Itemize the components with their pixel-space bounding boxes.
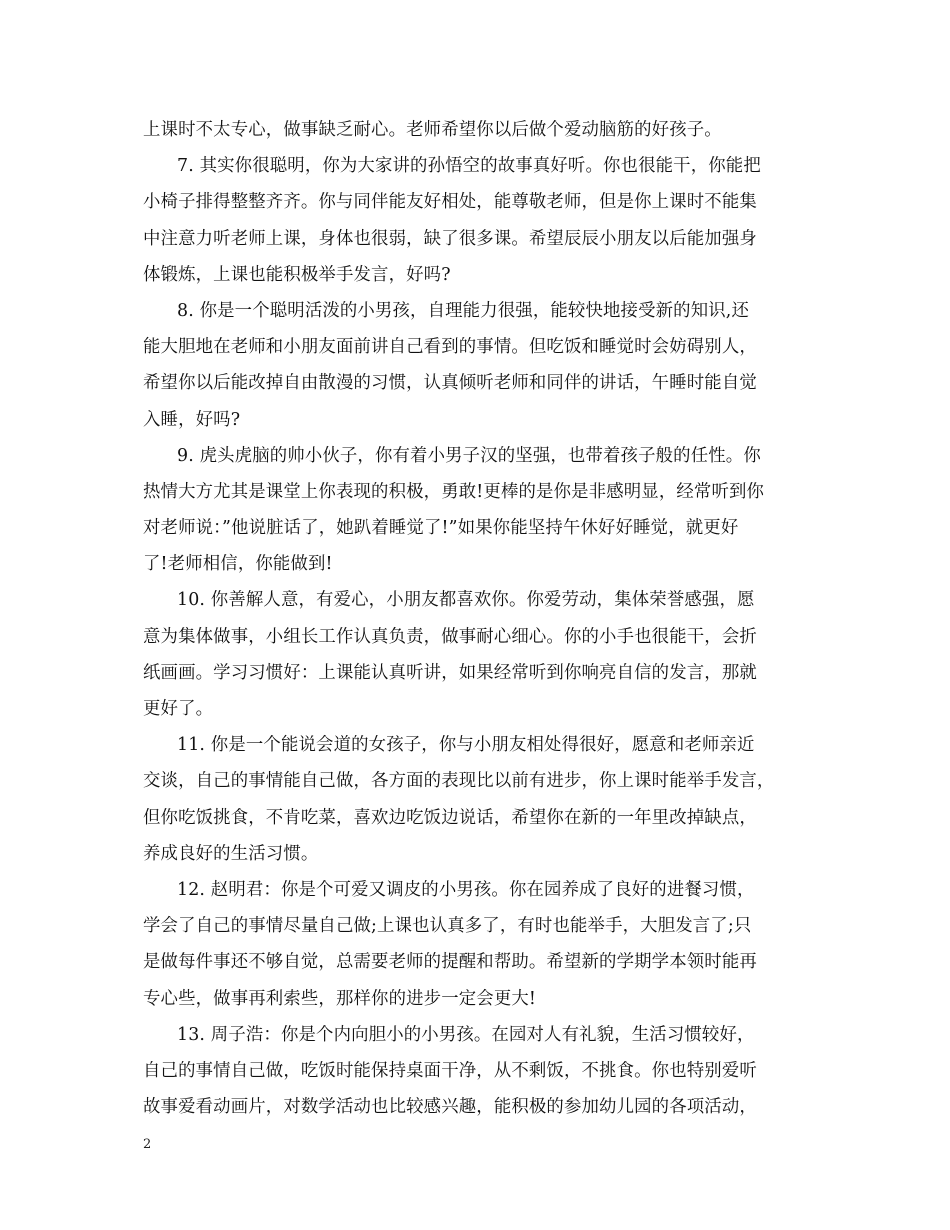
text-line: 意为集体做事，小组长工作认真负责，做事耐心细心。你的小手也很能干，会折 [143,626,757,647]
paragraph-first-line: 13. 周子浩：你是个内向胆小的小男孩。在园对人有礼貌，生活习惯较好， [177,1024,755,1045]
text-line: 入睡，好吗? [143,409,241,430]
text-line: 希望你以后能改掉自由散漫的习惯，认真倾听老师和同伴的讲话，午睡时能自觉 [143,373,757,394]
text-line: 养成良好的生活习惯。 [143,843,319,864]
text-line: 能大胆地在老师和小朋友面前讲自己看到的事情。但吃饭和睡觉时会妨碍别人， [143,337,757,358]
paragraph-first-line: 8. 你是一个聪明活泼的小男孩，自理能力很强，能较快地接受新的知识,还 [177,300,750,321]
paragraph-first-line: 11. 你是一个能说会道的女孩子，你与小朋友相处得很好，愿意和老师亲近 [177,735,755,756]
paragraph-first-line: 7. 其实你很聪明，你为大家讲的孙悟空的故事真好听。你也很能干，你能把 [177,156,761,177]
text-line: 交谈，自己的事情能自己做，各方面的表现比以前有进步，你上课时能举手发言， [143,771,775,792]
text-line: 中注意力听老师上课，身体也很弱，缺了很多课。希望辰辰小朋友以后能加强身 [143,228,757,249]
text-line: 小椅子排得整整齐齐。你与同伴能友好相处，能尊敬老师，但是你上课时不能集 [143,192,757,213]
text-line: 上课时不太专心，做事缺乏耐心。老师希望你以后做个爱动脑筋的好孩子。 [143,120,722,140]
paragraph-first-line: 10. 你善解人意，有爱心，小朋友都喜欢你。你爱劳动，集体荣誉感强，愿 [177,590,755,611]
page-number: 2 [143,1137,152,1152]
text-line: 热情大方尤其是课堂上你表现的积极，勇敢!更棒的是你是非感明显，经常听到你 [143,481,765,502]
text-line: 更好了。 [143,699,214,719]
text-line: 对老师说：”他说脏话了，她趴着睡觉了!”如果你能坚持午休好好睡觉，就更好 [143,518,739,539]
text-line: 纸画画。学习习惯好：上课能认真听讲，如果经常听到你响亮自信的发言，那就 [143,662,757,683]
paragraph-first-line: 12. 赵明君：你是个可爱又调皮的小男孩。你在园养成了良好的进餐习惯， [177,879,755,900]
text-line: 学会了自己的事情尽量自己做;上课也认真多了，有时也能举手，大胆发言了;只 [143,916,752,937]
text-line: 是做每件事还不够自觉，总需要老师的提醒和帮助。希望新的学期学本领时能再 [143,952,757,973]
paragraph-first-line: 9. 虎头虎脑的帅小伙子，你有着小男子汉的坚强，也带着孩子般的任性。你 [177,445,761,466]
text-line: 体锻炼，上课也能积极举手发言，好吗? [143,264,451,285]
text-line: 但你吃饭挑食，不肯吃菜，喜欢边吃饭边说话，希望你在新的一年里改掉缺点， [143,807,757,828]
body-text [143,112,815,1125]
text-line: 自己的事情自己做，吃饭时能保持桌面干净，从不剩饭，不挑食。你也特别爱听 [143,1060,757,1081]
text-line: 故事爱看动画片，对数学活动也比较感兴趣，能积极的参加幼儿园的各项活动， [143,1097,757,1118]
text-line: 了!老师相信，你能做到! [143,554,333,575]
text-line: 专心些，做事再利索些，那样你的进步一定会更大! [143,988,537,1009]
